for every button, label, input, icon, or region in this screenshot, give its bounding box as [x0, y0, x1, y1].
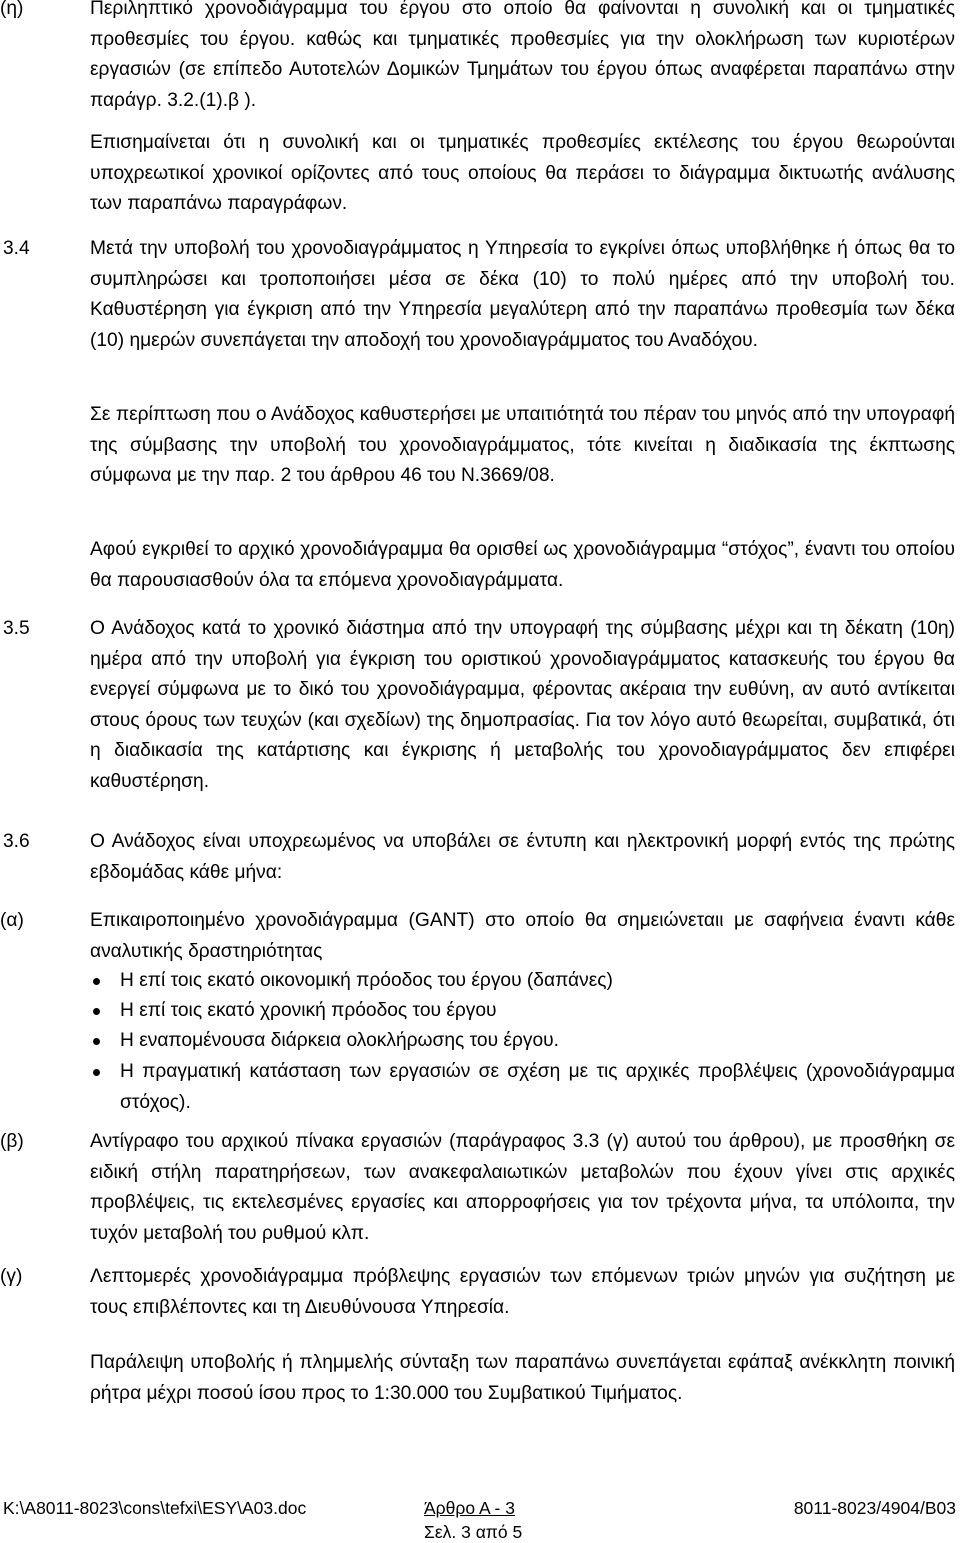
section-text: Ο Ανάδοχος είναι υποχρεωμένος να υποβάλει σε έντυπη και ηλεκτρονική μορφή εντός της πρώτης εβδομάδας κάθε μήνα: — [90, 831, 955, 883]
item-label: (α) — [0, 910, 24, 931]
item-label: (γ) — [0, 1266, 23, 1287]
section-text: Ο Ανάδοχος κατά το χρονικό διάστημα από την υπογραφή της σύμβασης μέχρι και τη δέκατη (10η) ημέρα από την υποβολή για έγκριση του οριστικού χρονοδιαγράμματος κατασκευής του έργου θα ενεργεί σύμφωνα με το δικό του χρονοδιάγραμμα, φέροντας ακέραια την ευθύνη, αν αυτό αντίκειται στους όρους των τευχών (και σχεδίων) της δημοπρασίας. Για τον λόγο αυτό θεωρείται, συμβατικά, ότι η διαδικασία της κατάρτισης και έγκρισης ή μεταβολής του χρονοδιαγράμματος δεν επιφέρει καθυστέρηση. — [90, 618, 955, 792]
bullet-icon — [93, 1008, 100, 1015]
footer-code: 8011-8023/4904/B03 — [793, 1498, 956, 1518]
paragraph-text: Παράλειψη υποβολής ή πλημμελής σύνταξη των παραπάνω συνεπάγεται εφάπαξ ανέκκλητη ποινική ρήτρα μέχρι ποσού ίσου προς το 1:30.000 του Συμβατικού Τιμήματος. — [90, 1352, 955, 1404]
item-text: Λεπτομερές χρονοδιάγραμμα πρόβλεψης εργασιών των επόμενων τριών μηνών για συζήτηση με τους επιβλέποντες και τη Διευθύνουσα Υπηρεσία. — [90, 1266, 955, 1318]
item-text: Αντίγραφο του αρχικού πίνακα εργασιών (παράγραφος 3.3 (γ) αυτού του άρθρου), με προσθήκη σε ειδική στήλη παρατηρήσεων, των ανακεφαλαιωτικών μεταβολών που έχουν γίνει στις αρχικές προβλέψεις, τις εκτελεσμένες εργασίες και απορροφήσεις για τον τρέχοντα μήνα, τα υπόλοιπα, την τυχόν μεταβολή του ρυθμού κλπ. — [90, 1131, 955, 1244]
bullet-icon — [93, 1038, 100, 1045]
paragraph-text: Σε περίπτωση που ο Ανάδοχος καθυστερήσει με υπαιτιότητά του πέραν του μηνός από την υπογραφή της σύμβασης την υποβολή του χρονοδιαγράμματος, τότε κινείται η διαδικασία της έκπτωσης σύμφωνα με την παρ. 2 του άρθρου 46 του Ν.3669/08. — [90, 404, 955, 486]
list-item-text: Η εναπομένουσα διάρκεια ολοκλήρωσης του έργου. — [120, 1030, 559, 1051]
bullet-icon — [93, 978, 100, 985]
section-label: (η) — [0, 0, 24, 19]
paragraph-text: Επισημαίνεται ότι η συνολική και οι τμηματικές προθεσμίες εκτέλεσης του έργου θεωρούνται υποχρεωτικοί χρονικοί ορίζοντες από τους οποίους θα περάσει το διάγραμμα δικτυωτής ανάλυσης των παραπάνω παραγράφων. — [90, 132, 955, 214]
item-text: Επικαιροποιημένο χρονοδιάγραμμα (GANT) στο οποίο θα σημειώνεταιι με σαφήνεια έναντι κάθε αναλυτικής δραστηριότητας — [90, 910, 955, 962]
section-number: 3.6 — [3, 831, 30, 852]
footer-page-number: Σελ. 3 από 5 — [424, 1522, 523, 1542]
list-item-text: Η πραγματική κατάσταση των εργασιών σε σχέση με τις αρχικές προβλέψεις (χρονοδιάγραμμα στόχος). — [120, 1061, 955, 1113]
item-label: (β) — [0, 1131, 24, 1152]
section-text: Μετά την υποβολή του χρονοδιαγράμματος η Υπηρεσία το εγκρίνει όπως υποβλήθηκε ή όπως θα το συμπληρώσει και τροποποιήσει μέσα σε δέκα (10) το πολύ ημέρες από την υποβολή του. Καθυστέρηση για έγκριση από την Υπηρεσία μεγαλύτερη από την παραπάνω προθεσμία των δέκα (10) ημερών συνεπάγεται την αποδοχή του χρονοδιαγράμματος του Αναδόχου. — [90, 238, 955, 351]
list-item-text: Η επί τοις εκατό οικονομική πρόοδος του έργου (δαπάνες) — [120, 970, 613, 991]
footer-file-path: K:\A8011-8023\cons\tefxi\ESY\A03.doc — [3, 1498, 307, 1518]
section-number: 3.4 — [3, 238, 30, 259]
footer-article: Άρθρο Α - 3 — [424, 1498, 515, 1518]
bullet-icon — [93, 1069, 100, 1076]
section-text: Περιληπτικό χρονοδιάγραμμα του έργου στο οποίο θα φαίνονται η συνολική και οι τμηματικές προθεσμίες του έργου. καθώς και τμηματικές προθεσμίες για την ολοκλήρωση των κυριοτέρων εργασιών (σε επίπεδο Αυτοτελών Δομικών Τμημάτων του έργου όπως αναφέρεται παραπάνω στην παράγρ. 3.2.(1).β ). — [90, 0, 955, 111]
list-item-text: Η επί τοις εκατό χρονική πρόοδος του έργου — [120, 1000, 497, 1021]
section-number: 3.5 — [3, 618, 30, 639]
paragraph-text: Αφού εγκριθεί το αρχικό χρονοδιάγραμμα θα ορισθεί ως χρονοδιάγραμμα “στόχος”, έναντι του οποίου θα παρουσιασθούν όλα τα επόμενα χρονοδιαγράμματα. — [90, 539, 955, 591]
